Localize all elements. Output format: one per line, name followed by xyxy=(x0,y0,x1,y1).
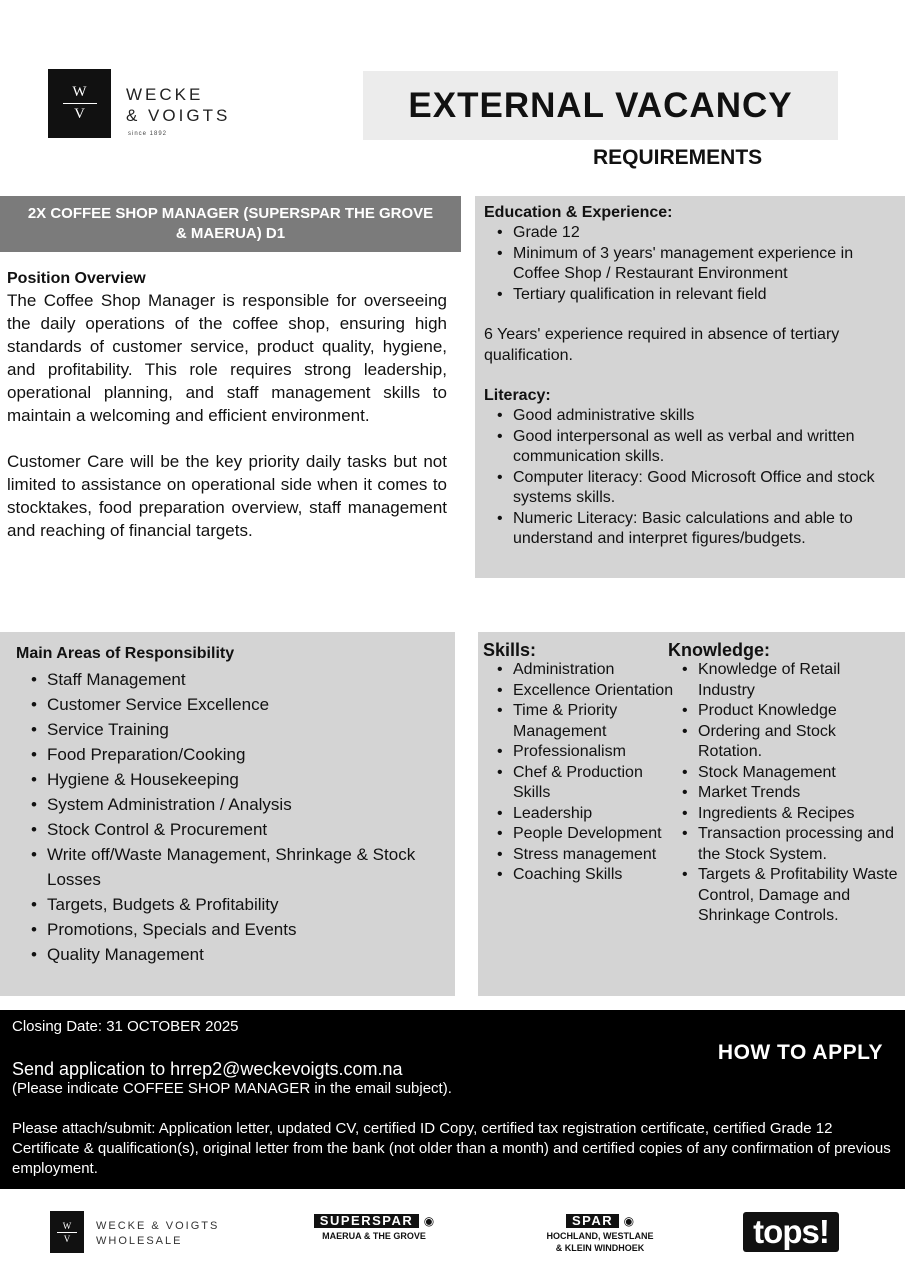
list-item: • Tertiary qualification in relevant field xyxy=(513,285,899,306)
wholesale-line-1: WECKE & VOIGTS xyxy=(96,1220,220,1232)
closing-date: Closing Date: 31 OCTOBER 2025 xyxy=(12,1018,239,1035)
knowledge-column xyxy=(668,640,900,927)
overview-text: The Coffee Shop Manager is responsible for overseeing the daily operations of the coffee shop, ensuring high standards of customer service, product quality, hygiene, and profitability. This role requires strong leadership, operational planning, and staff management skills to maintain a welcoming and efficient environment. xyxy=(7,291,447,425)
list-item: • Coaching Skills xyxy=(513,865,678,886)
literacy-list xyxy=(484,406,899,550)
list-item: • Ingredients & Recipes xyxy=(698,804,900,825)
spar-badge: SPAR xyxy=(566,1214,619,1228)
list-item: • Write off/Waste Management, Shrinkage & Stock Losses xyxy=(47,842,445,892)
knowledge-list xyxy=(668,660,900,927)
list-item: • Good interpersonal as well as verbal and written communication skills. xyxy=(513,427,899,468)
list-item: • Targets, Budgets & Profitability xyxy=(47,892,445,917)
logo-letter-v: V xyxy=(74,106,85,122)
skills-list xyxy=(483,660,678,886)
list-item: • Staff Management xyxy=(47,667,445,692)
brand-name xyxy=(126,84,230,126)
logo-letter-w: W xyxy=(72,84,87,100)
spar-tree-icon: ◉ xyxy=(623,1214,635,1228)
how-to-apply-heading: HOW TO APPLY xyxy=(717,1041,883,1064)
list-item: • Knowledge of Retail Industry xyxy=(698,660,900,701)
list-item: • System Administration / Analysis xyxy=(47,792,445,817)
attachments-note: Please attach/submit: Application letter, updated CV, certified ID Copy, certified tax registration certificate, certified Grade 12 Certificate & qualification(s), original letter from the bank (not older than a month) and certified copies of any confirmation of previous employment. xyxy=(12,1120,891,1177)
brand-line-2: & VOIGTS xyxy=(126,106,231,125)
list-item: • Transaction processing and the Stock System. xyxy=(698,824,900,865)
list-item: • Chef & Production Skills xyxy=(513,763,678,804)
list-item: • Hygiene & Housekeeping xyxy=(47,767,445,792)
list-item: • Time & Priority Management xyxy=(513,701,678,742)
spar-subtitle-2: & KLEIN WINDHOEK xyxy=(555,1243,645,1253)
list-item: • Stock Control & Procurement xyxy=(47,817,445,842)
list-item: • Good administrative skills xyxy=(513,406,899,427)
wecke-voigts-wholesale-logo xyxy=(50,1211,84,1253)
superspar-subtitle: MAERUA & THE GROVE xyxy=(322,1231,426,1241)
list-item: • Computer literacy: Good Microsoft Office and stock systems skills. xyxy=(513,468,899,509)
customer-care-text: Customer Care will be the key priority daily tasks but not limited to assistance on operational side when it comes to stocktakes, food preparation overview, staff management and reaching of financial targets. xyxy=(7,452,447,540)
responsibilities-heading: Main Areas of Responsibility xyxy=(16,645,235,662)
skills-knowledge-panel xyxy=(478,632,905,996)
list-item: • Leadership xyxy=(513,804,678,825)
logo-letter-w: W xyxy=(62,1220,72,1231)
spar-tree-icon: ◉ xyxy=(423,1214,435,1228)
position-title: 2X COFFEE SHOP MANAGER (SUPERSPAR THE GROVE & MAERUA) D1 xyxy=(0,196,461,252)
superspar-logo xyxy=(298,1212,450,1242)
list-item: • Customer Service Excellence xyxy=(47,692,445,717)
how-to-apply-section xyxy=(0,1010,905,1189)
list-item: • Minimum of 3 years' management experience in Coffee Shop / Restaurant Environment xyxy=(513,244,899,285)
list-item: • Market Trends xyxy=(698,783,900,804)
list-item: • Numeric Literacy: Basic calculations and able to understand and interpret figures/budgets. xyxy=(513,509,899,550)
knowledge-heading: Knowledge: xyxy=(668,640,770,660)
list-item: • Targets & Profitability Waste Control, Damage and Shrinkage Controls. xyxy=(698,865,900,927)
skills-heading: Skills: xyxy=(483,640,537,660)
responsibilities-list xyxy=(16,667,445,967)
superspar-badge: SUPERSPAR xyxy=(314,1214,419,1228)
email-subject-note: (Please indicate COFFEE SHOP MANAGER in the email subject). xyxy=(12,1080,452,1097)
list-item: • Food Preparation/Cooking xyxy=(47,742,445,767)
list-item: • People Development xyxy=(513,824,678,845)
education-list xyxy=(484,223,899,305)
overview-heading: Position Overview xyxy=(7,270,146,287)
requirements-heading: REQUIREMENTS xyxy=(593,146,763,169)
list-item: • Professionalism xyxy=(513,742,678,763)
responsibilities-panel xyxy=(0,632,455,996)
experience-note: 6 Years' experience required in absence of tertiary qualification. xyxy=(484,326,840,364)
list-item: • Ordering and Stock Rotation. xyxy=(698,722,900,763)
education-heading: Education & Experience: xyxy=(484,204,673,221)
tops-logo: tops! xyxy=(743,1212,839,1252)
wholesale-line-2: WHOLESALE xyxy=(96,1235,183,1247)
logo-divider xyxy=(57,1232,77,1233)
list-item: • Promotions, Specials and Events xyxy=(47,917,445,942)
wecke-voigts-logo xyxy=(48,69,111,138)
logo-divider xyxy=(63,103,97,104)
application-email[interactable]: Send application to hrrep2@weckevoigts.com.na xyxy=(12,1059,403,1079)
skills-column xyxy=(483,640,678,886)
logo-letter-v: V xyxy=(63,1233,71,1244)
list-item: • Grade 12 xyxy=(513,223,899,244)
list-item: • Product Knowledge xyxy=(698,701,900,722)
list-item: • Administration xyxy=(513,660,678,681)
spar-subtitle-1: HOCHLAND, WESTLANE xyxy=(546,1231,654,1241)
education-literacy-panel xyxy=(475,196,905,578)
list-item: • Stock Management xyxy=(698,763,900,784)
list-item: • Excellence Orientation xyxy=(513,681,678,702)
page-title: EXTERNAL VACANCY xyxy=(363,71,838,140)
list-item: • Stress management xyxy=(513,845,678,866)
list-item: • Service Training xyxy=(47,717,445,742)
position-overview xyxy=(7,269,447,542)
wholesale-brand-text xyxy=(96,1219,219,1249)
list-item: • Quality Management xyxy=(47,942,445,967)
spar-logo xyxy=(533,1212,667,1254)
brand-line-1: WECKE xyxy=(126,85,204,104)
brand-since: since 1892 xyxy=(128,131,168,137)
literacy-heading: Literacy: xyxy=(484,387,551,404)
